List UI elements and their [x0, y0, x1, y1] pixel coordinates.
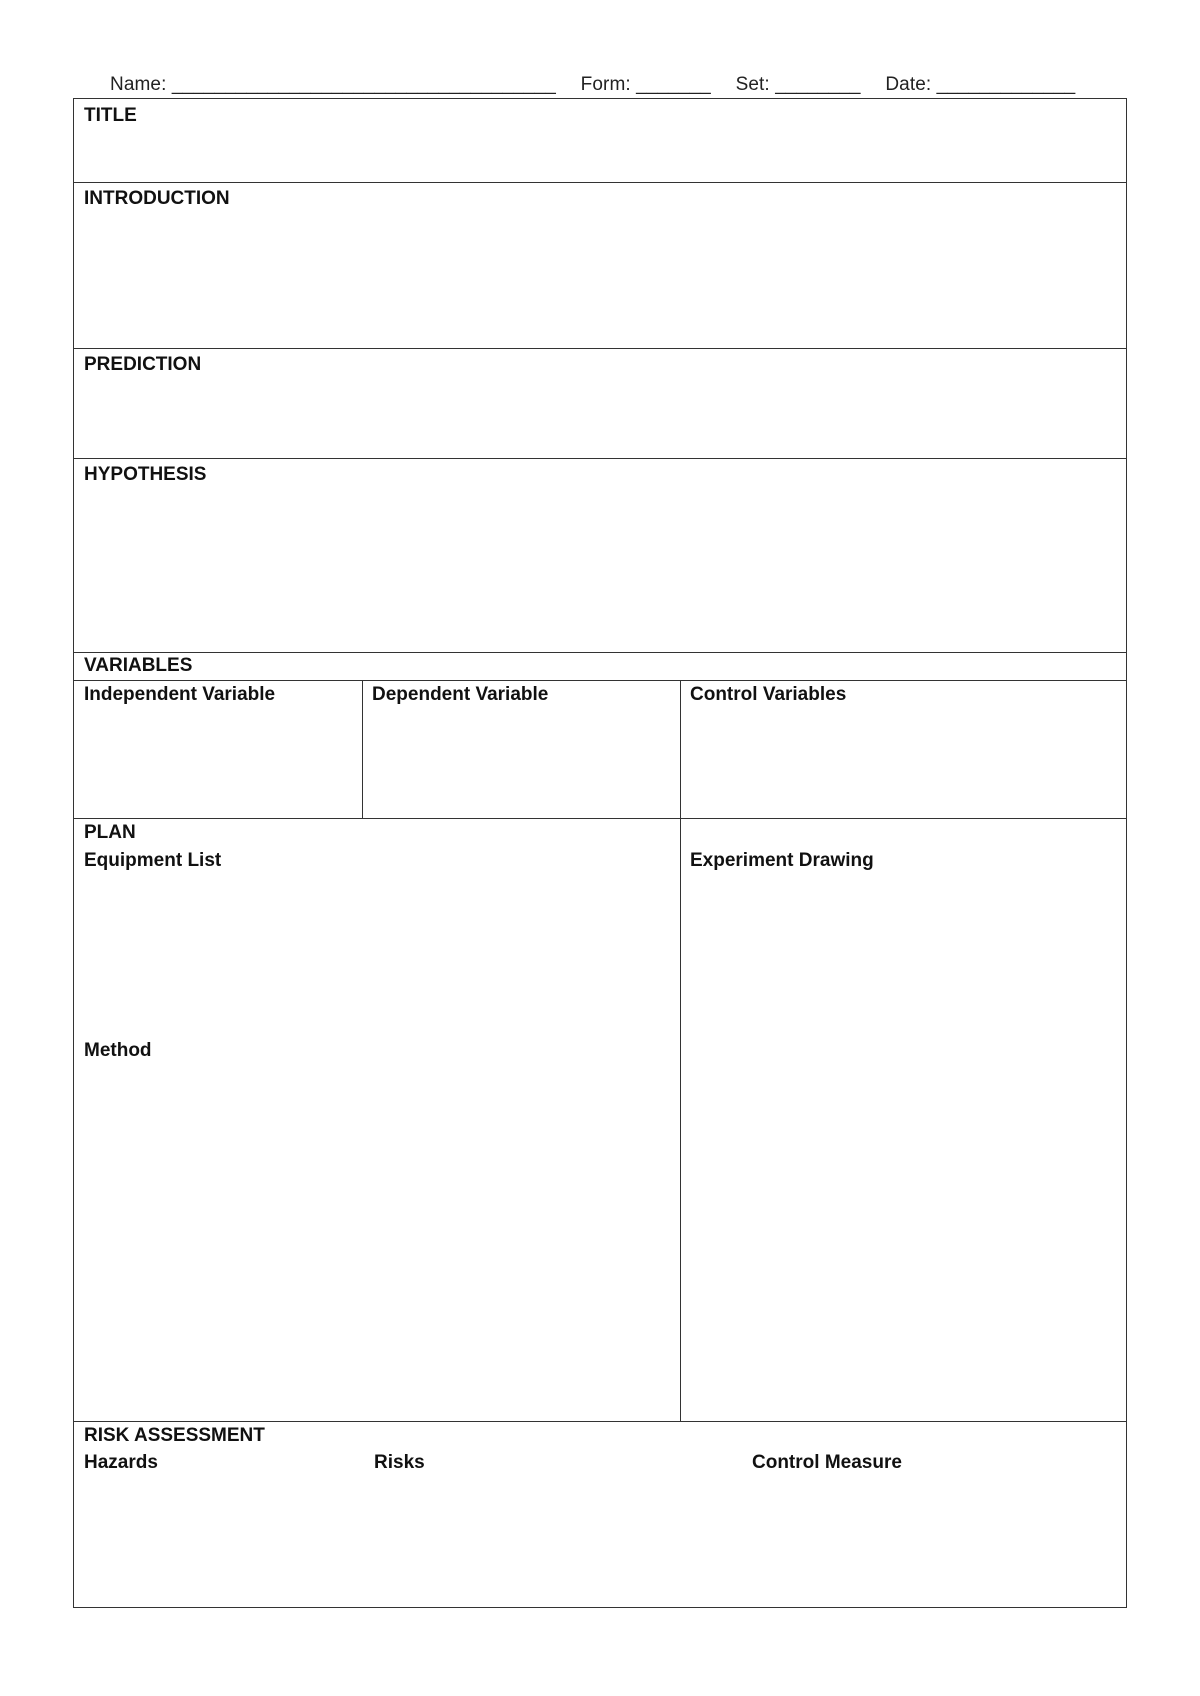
- hypothesis-section-heading: HYPOTHESIS: [84, 464, 207, 485]
- control-measure-heading: Control Measure: [752, 1452, 902, 1473]
- method-heading: Method: [84, 1040, 152, 1061]
- equipment-list-answer-area[interactable]: [74, 818, 680, 1008]
- form-label: Form:: [580, 74, 631, 95]
- risks-heading: Risks: [374, 1452, 425, 1473]
- title-section-heading: TITLE: [84, 105, 137, 126]
- date-field[interactable]: _____________: [936, 74, 1076, 95]
- control-variables-answer-area[interactable]: [680, 680, 1128, 818]
- hypothesis-answer-area[interactable]: [74, 458, 1126, 652]
- independent-variable-answer-area[interactable]: [74, 680, 362, 818]
- prediction-section-heading: PREDICTION: [84, 354, 202, 375]
- divider: [74, 1421, 1126, 1422]
- title-answer-area[interactable]: [74, 99, 1126, 182]
- name-label: Name:: [110, 74, 167, 95]
- plan-section-heading: PLAN: [84, 822, 136, 843]
- form-field[interactable]: _______: [636, 74, 711, 95]
- introduction-section-heading: INTRODUCTION: [84, 188, 230, 209]
- hazards-heading: Hazards: [84, 1452, 158, 1473]
- set-field[interactable]: ________: [775, 74, 861, 95]
- experiment-drawing-area[interactable]: [680, 818, 1128, 1421]
- method-answer-area[interactable]: [74, 1034, 680, 1421]
- experiment-drawing-heading: Experiment Drawing: [690, 850, 874, 871]
- control-variables-heading: Control Variables: [690, 684, 847, 705]
- independent-variable-heading: Independent Variable: [84, 684, 276, 705]
- equipment-list-heading: Equipment List: [84, 850, 222, 871]
- date-label: Date:: [885, 74, 932, 95]
- set-label: Set:: [735, 74, 770, 95]
- dependent-variable-answer-area[interactable]: [362, 680, 680, 818]
- divider: [74, 652, 1126, 653]
- risk-assessment-answer-area[interactable]: [74, 1479, 1126, 1605]
- dependent-variable-heading: Dependent Variable: [372, 684, 549, 705]
- name-field[interactable]: ____________________________________: [171, 74, 556, 95]
- prediction-answer-area[interactable]: [74, 348, 1126, 458]
- introduction-answer-area[interactable]: [74, 182, 1126, 348]
- risk-assessment-section-heading: RISK ASSESSMENT: [84, 1425, 265, 1446]
- student-details-line: [110, 74, 1110, 96]
- practical-write-up-sheet: [73, 98, 1127, 1608]
- variables-section-heading: VARIABLES: [84, 655, 193, 676]
